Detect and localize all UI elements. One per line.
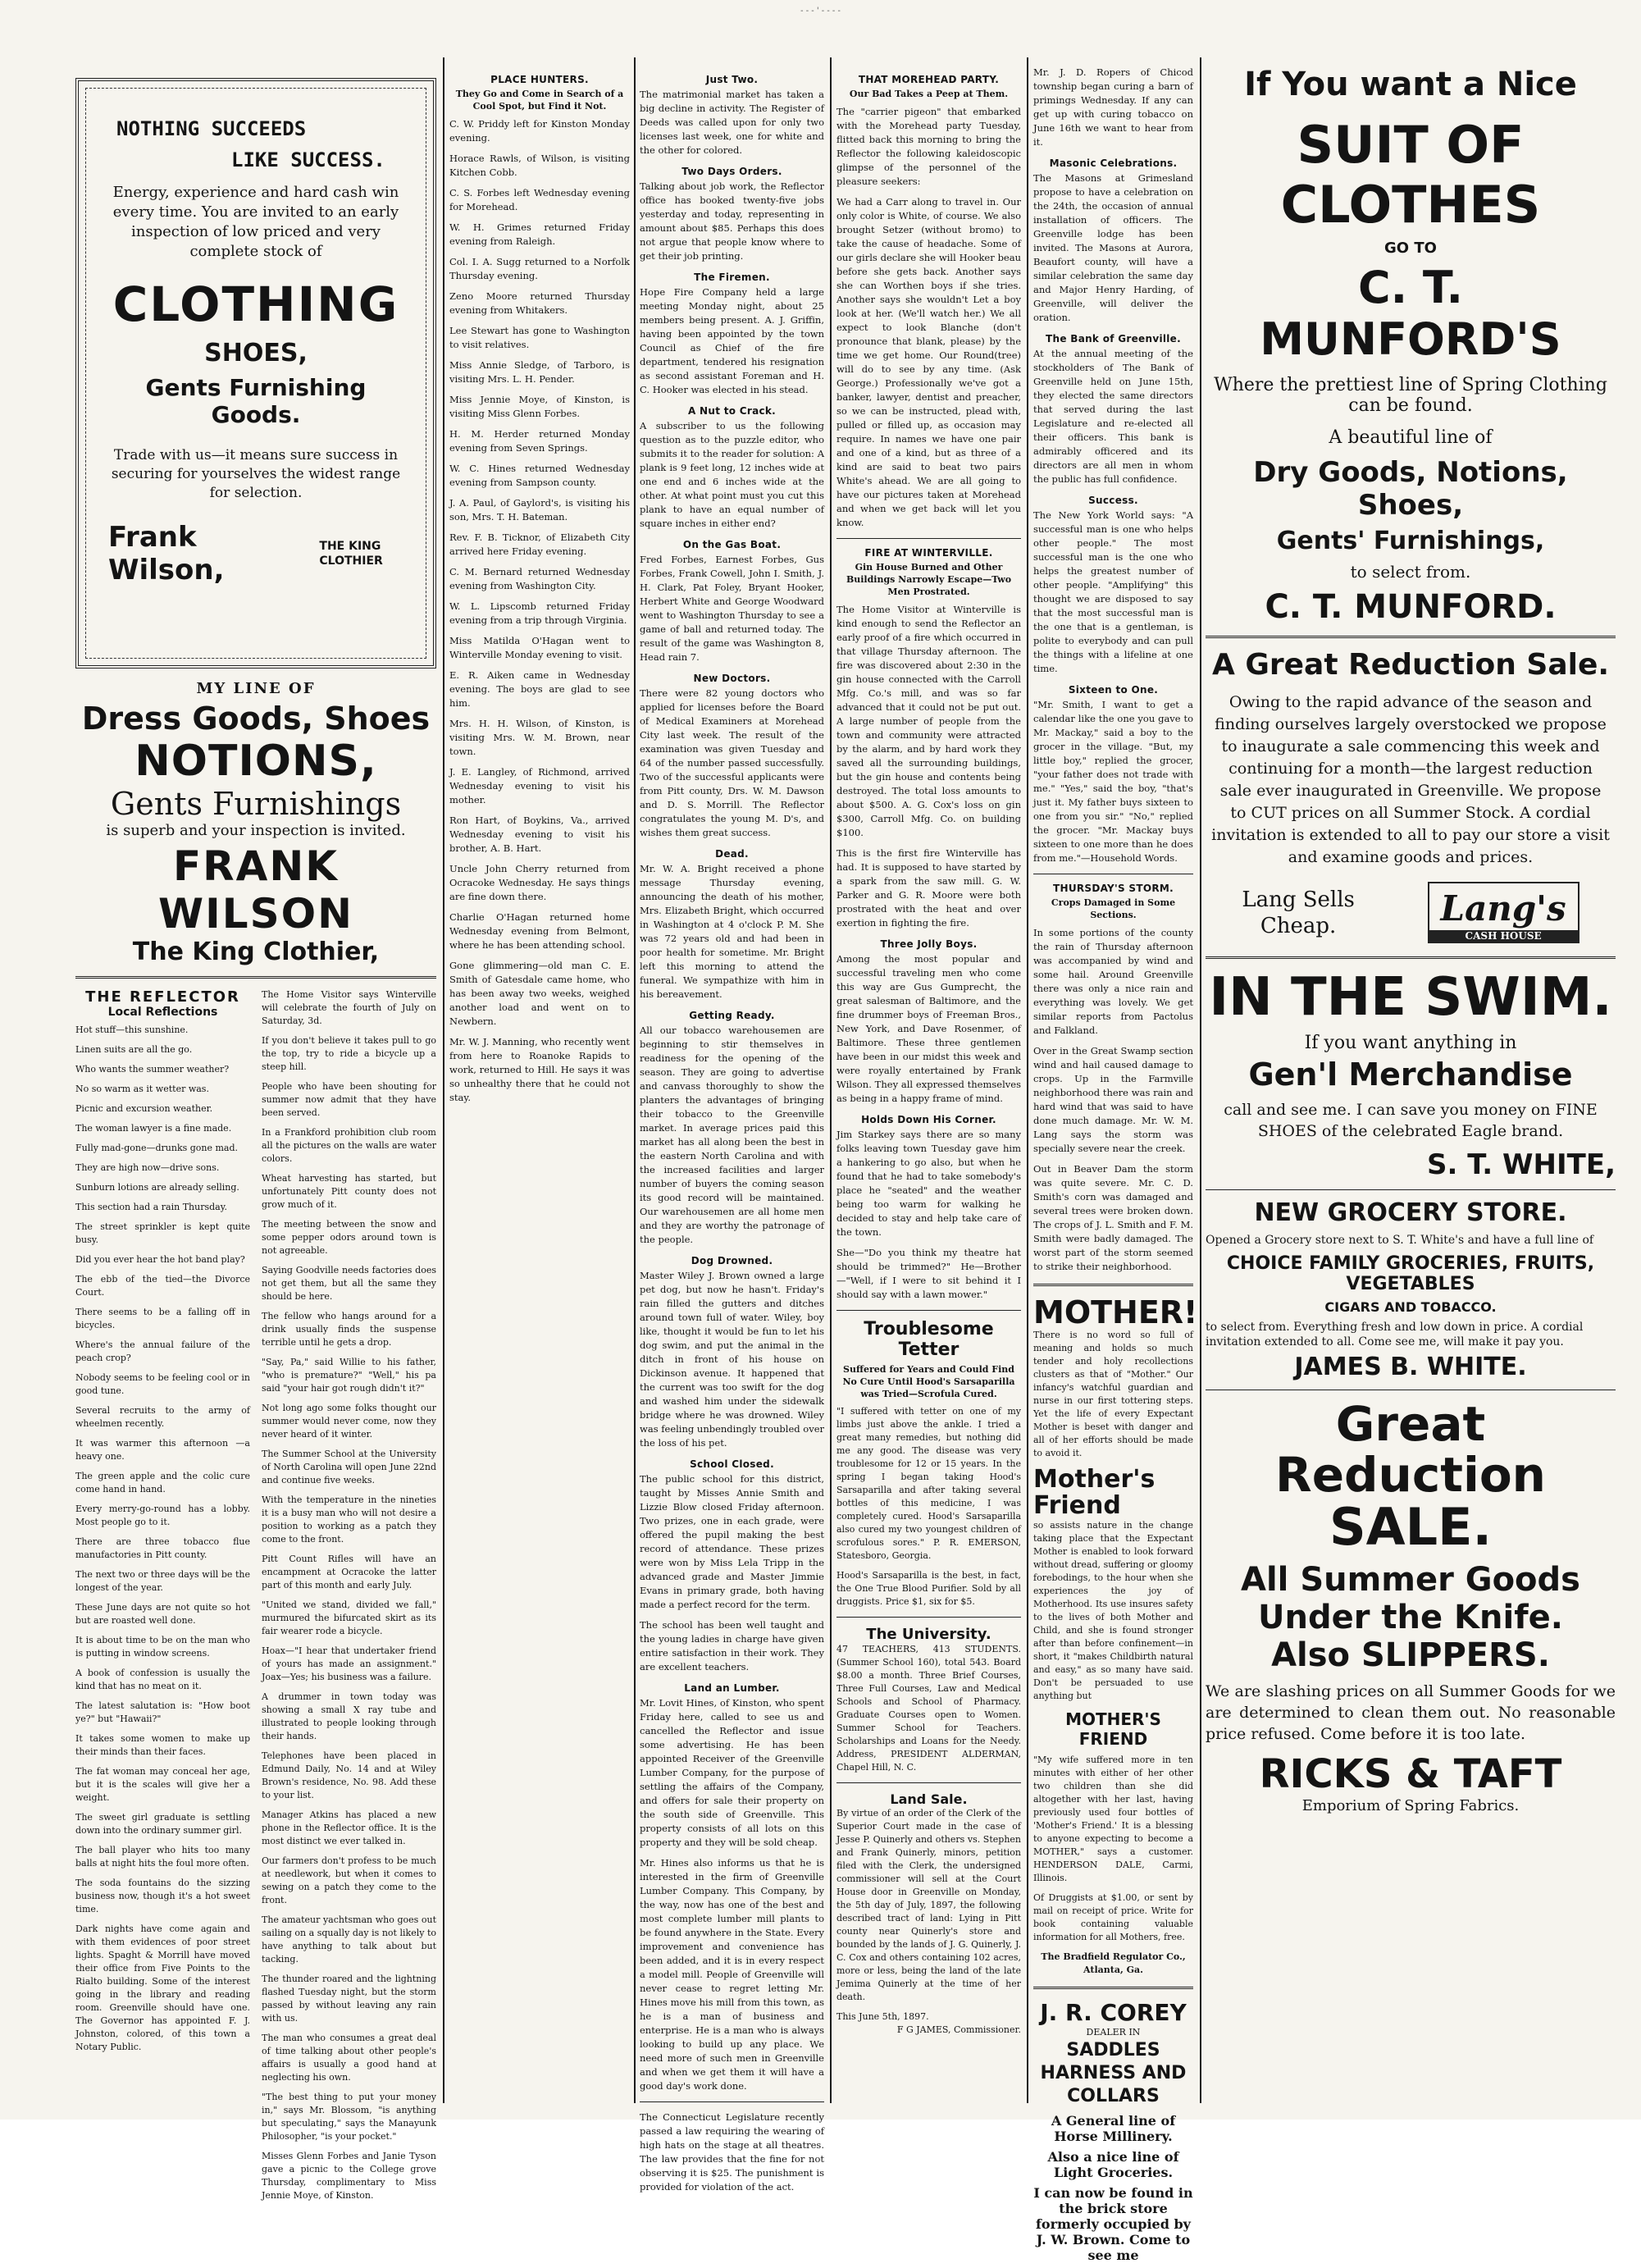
boys-heading: Three Jolly Boys. <box>880 938 978 950</box>
reflection-item: It takes some women to make up their minds than their faces. <box>75 1733 250 1757</box>
ad-headline-nothing: NOTHING SUCCEEDS <box>116 117 307 140</box>
success-body: The New York World says: "A successful man is one who helps other people." The most successful man is the one who helps the greatest number of other people. "Amplifying" this thought we are disposed to say that the most successful man is the one that is a gentleman, is polite to everybody and can pull the things with a lifeline at one time. <box>1033 509 1193 674</box>
reflector-title: THE REFLECTOR <box>85 988 240 1006</box>
personal-item: Mr. W. J. Manning, who recently went from here to Roanoke Rapids to work, returned to Hill. He says it was so unhealthy there that he could not stay. <box>449 1036 630 1103</box>
personal-item: E. R. Aiken came in Wednesday evening. The boys are glad to see him. <box>449 669 630 709</box>
reflection-item: The green apple and the colic cure come hand in hand. <box>75 1471 250 1495</box>
reflection-item: The next two or three days will be the longest of the year. <box>75 1569 250 1593</box>
gas-boat-heading: On the Gas Boat. <box>682 539 782 550</box>
personal-item: C. M. Bernard returned Wednesday evening from Washington City. <box>449 566 630 591</box>
my-line-invite: is superb and your inspection is invited. <box>106 822 406 839</box>
reflection-item: It was warmer this afternoon —a heavy one. <box>75 1438 250 1462</box>
slashing-prices-body: We are slashing prices on all Summer Goods for we are determined to clean them out. No reasonable price refused. Come before it is too late. <box>1206 1682 1616 1743</box>
dead-heading: Dead. <box>715 848 749 860</box>
ad-gents: Gents Furnishing Goods. <box>145 374 367 428</box>
james-white-signature: JAMES B. WHITE. <box>1294 1353 1527 1381</box>
lang-sells: Lang Sells <box>1242 887 1355 912</box>
reflection-item: The fat woman may conceal her age, but it is the scales will give her a weight. <box>75 1766 250 1803</box>
munford-ad-headline: If You want a Nice <box>1244 66 1577 103</box>
langs-cash-house-logo <box>1428 882 1579 943</box>
party-subhead: Our Bad Takes a Peep at Them. <box>849 89 1009 99</box>
reflection-item: Sunburn lotions are already selling. <box>75 1182 239 1193</box>
reflection-item: It is about time to be on the man who is putting in window screens. <box>75 1635 250 1659</box>
local-item: The thunder roared and the lightning flashed Tuesday night, but the storm passed by without leaving any rain with us. <box>262 1974 436 2024</box>
reflection-item: The ball player who hits too many balls at night hits the foul more often. <box>75 1845 250 1869</box>
firemen-body: Hope Fire Company held a large meeting Monday night, about 25 members being present. A. J. Griffin, having been appointed by the town Council as Chief of the fire department, tendered his resignation as second assistant Foreman and H. C. Hooker was elected in his stead. <box>640 286 824 395</box>
fire-subhead: Gin House Burned and Other Buildings Narrowly Escape—Two Men Prostrated. <box>846 562 1012 597</box>
personal-item: H. M. Herder returned Monday evening from Seven Springs. <box>449 428 630 454</box>
storm-body-3: Out in Beaver Dam the storm was quite severe. Mr. C. D. Smith's corn was damaged and several trees were broken down. The crops of J. L. Smith and F. M. Smith were badly damaged. The worst part of the storm seemed to strike their neighborhood. <box>1033 1163 1193 1272</box>
storm-heading: THURSDAY'S STORM. <box>1052 883 1174 894</box>
my-line-king-clothier: The King Clothier, <box>132 938 380 966</box>
munford-suit-of-clothes: SUIT OF CLOTHES <box>1280 115 1541 235</box>
local-item: Saying Goodville needs factories does not get them, but all the same they should be here. <box>262 1265 436 1302</box>
personal-item: Horace Rawls, of Wilson, is visiting Kitchen Cobb. <box>449 153 630 178</box>
dead-body: Mr. W. A. Bright received a phone message Thursday evening, announcing the death of his mother, Mrs. Elizabeth Bright, which occurred in Washington at 4 o'clock P. M. She was 72 years old and had been in poor health for sometime. Mr. Bright left this morning to attend the funeral. We sympathize with him in his bereavement. <box>640 863 824 1000</box>
local-item: "United we stand, divided we fall," murmured the bifurcated skirt as its fair wearer rode a bicycle. <box>262 1599 436 1636</box>
reflection-item: They are high now—drive sons. <box>75 1162 220 1173</box>
personal-item: Col. I. A. Sugg returned to a Norfolk Thursday evening. <box>449 256 630 281</box>
great-reduction-sale: SALE. <box>1329 1497 1493 1557</box>
land-sale-heading: Land Sale. <box>890 1791 968 1807</box>
school-heading: School Closed. <box>690 1458 774 1470</box>
personal-item: Rev. F. B. Ticknor, of Elizabeth City arrived here Friday evening. <box>449 532 630 557</box>
land-sale-body: By virtue of an order of the Clerk of the Superior Court made in the case of Jesse P. Quinerly and others vs. Stephen and Frank Quinerly, minors, petition filed with the Clerk, the undersigned commissioner will sell at the Court House door in Greenville on Monday, the 5th day of July, 1897, the following described tract of land: Lying in Pitt county near Quinerly's store and bounded by the lands of J. G. Quinerly, J. C. Cox and others containing 102 acres, more or less, being the land of the late Jemima Quinerly at the time of her death. <box>836 1808 1021 2002</box>
fire-body-2: This is the first fire Winterville has had. It is supposed to have started by a spark from the saw mill. G. W. Parker and G. R. Moore were both prostrated with the heat and over exertion in fighting the fire. <box>836 847 1021 929</box>
munford-dry-goods: Dry Goods, Notions, Shoes, <box>1253 456 1568 522</box>
my-line-heading: MY LINE OF <box>196 680 316 697</box>
land-sale-date: This June 5th, 1897. <box>836 2011 929 2022</box>
just-two-body: The matrimonial market has taken a big decline in activity. The Register of Deeds was called upon for only two licenses last week, one for white and the other for colored. <box>640 89 824 156</box>
divider <box>836 1310 1021 1311</box>
reflection-item: There are three tobacco flue manufactories in Pitt county. <box>75 1536 250 1560</box>
reflection-item: The latest salutation is: "How boot ye?" but "Hawaii?" <box>75 1700 250 1724</box>
divider <box>640 2101 824 2102</box>
personal-item: W. L. Lipscomb returned Friday evening from a trip through Virginia. <box>449 600 630 626</box>
lumber-heading: Land an Lumber. <box>684 1682 780 1694</box>
divider <box>1206 956 1616 959</box>
divider <box>836 1617 1021 1618</box>
reflection-item: The soda fountains do the sizzing business now, though it's a hot sweet time. <box>75 1878 250 1914</box>
personal-item: Miss Jennie Moye, of Kinston, is visiting Miss Glenn Forbes. <box>449 394 630 419</box>
fire-heading: FIRE AT WINTERVILLE. <box>864 547 993 559</box>
personal-item: Miss Annie Sledge, of Tarboro, is visiting Mrs. L. H. Pender. <box>449 359 630 385</box>
munford-go-to: GO TO <box>1384 240 1437 257</box>
local-item: In a Frankford prohibition club room all the pictures on the walls are water colors. <box>262 1127 436 1164</box>
personal-item: Charlie O'Hagan returned home Wednesday evening from Belmont, where he has been attending school. <box>449 911 630 951</box>
doctors-heading: New Doctors. <box>693 673 771 684</box>
local-items-list <box>262 988 436 2209</box>
personal-item: J. A. Paul, of Gaylord's, is visiting his son, Mrs. T. H. Bateman. <box>449 497 630 523</box>
mothers-friend-note: so assists nature in the change taking place that the Expectant Mother is enabled to look forward without dread, suffering or gloomy forebodings, to the hour when she experiences the joy of Motherhood. Its use insures safety to the lives of both Mother and Child, and she is found stronger after than before confinement—in short, it "makes Childbirth natural and easy," as so many have said. Don't be persuaded to use anything but <box>1033 1520 1193 1701</box>
divider <box>1206 1189 1616 1190</box>
place-hunters-list <box>449 117 630 1105</box>
column-3 <box>640 66 824 2201</box>
great-reduction-heading: Great Reduction <box>1275 1396 1546 1503</box>
my-line-notions: NOTIONS, <box>134 737 377 786</box>
local-item: Hoax—"I hear that undertaker friend of yours has made an assignment." Joax—Yes; his business was a failure. <box>262 1645 436 1682</box>
dog-heading: Dog Drowned. <box>691 1255 773 1266</box>
new-grocery-opened: Opened a Grocery store next to S. T. White's and have a full line of <box>1206 1234 1594 1247</box>
munford-signature: C. T. MUNFORD. <box>1265 588 1557 626</box>
ricks-taft-emporium: Emporium of Spring Fabrics. <box>1301 1797 1520 1814</box>
local-reflections-heading: Local Reflections <box>107 1006 218 1019</box>
personal-item: Uncle John Cherry returned from Ocracoke Wednesday. He says things are fine down there. <box>449 863 630 902</box>
ready-heading: Getting Ready. <box>689 1010 775 1021</box>
local-item: The Summer School at the University of North Carolina will open June 22nd and continue five weeks. <box>262 1449 436 1485</box>
corner-body-2: She—"Do you think my theatre hat should be trimmed?" He—Brother—"Well, if I were to sit behind it I should say with a lawn mower." <box>836 1247 1021 1300</box>
reflection-item: Nobody seems to be feeling cool or in good tune. <box>75 1372 250 1396</box>
party-body: The "carrier pigeon" that embarked with the Morehead party Tuesday, flitted back this morning to bring the Reflector the following kaleidoscopic glimpse of the personnel of the pleasure seekers: <box>836 106 1021 187</box>
storm-subhead: Crops Damaged in Some Sections. <box>1051 897 1176 920</box>
ready-body: All our tobacco warehousemen are beginning to stir themselves in readiness for the opening of the season. They are going to advertise and canvass thoroughly to show the planters the advantages of bringing their tobacco to the Greenville market. In average prices paid this market has all along been the best in the eastern North Carolina and with the increased facilities and larger number of buyers the coming season its good record will be maintained. Our warehousemen are all home men and they are worthy the patronage of the people. <box>640 1024 824 1245</box>
reflection-item: The sweet girl graduate is settling down into the ordinary summer girl. <box>75 1812 250 1836</box>
column-rule <box>1027 57 1028 2103</box>
reduction-sale-body: Owing to the rapid advance of the season and finding ourselves largely overstocked we propose to inaugurate a sale commencing this week and continuing for a month—the largest reduction sale ever inaugurated in Greenville. We propose to CUT prices on all Summer Stock. A cordial invitation is extended to all to pay our store a visit and examine goods and prices. <box>1211 693 1610 866</box>
personal-item: Gone glimmering—old man C. E. Smith of Gatesdale came home, who has been away two weeks, weighed another load and went on to Newbern. <box>449 960 630 1027</box>
ad-name: Frank Wilson, <box>108 521 225 586</box>
corner-body: Jim Starkey says there are so many folks leaving town Tuesday gave him a hankering to go also, but when he found that he had to take somebody's place he "seated" and the weather being too warm for walking he decided to stay and help take care of the town. <box>836 1129 1021 1238</box>
reflection-item: This section had a rain Thursday. <box>75 1202 227 1212</box>
divider <box>1206 636 1616 638</box>
divider <box>1033 1987 1193 1989</box>
divider <box>836 538 1021 539</box>
just-two-heading: Just Two. <box>705 74 759 85</box>
reflection-item: Who wants the summer weather? <box>75 1064 230 1075</box>
school-body-2: The school has been well taught and the young ladies in charge have given entire satisfaction in their work. They are excellent teachers. <box>640 1619 824 1672</box>
munford-prettiest-line: Where the prettiest line of Spring Clothing can be found. <box>1214 375 1607 416</box>
corner-heading: Holds Down His Corner. <box>861 1114 996 1125</box>
personal-item: Zeno Moore returned Thursday evening from Whitakers. <box>449 290 630 316</box>
local-item: Manager Atkins has placed a new phone in the Reflector office. It is the most distinct we ever talked in. <box>262 1809 436 1846</box>
reflection-item: Every merry-go-round has a lobby. Most people go to it. <box>75 1504 250 1527</box>
personal-item: J. E. Langley, of Richmond, arrived Wednesday evening to visit his mother. <box>449 766 630 805</box>
orders-heading: Two Days Orders. <box>681 166 782 177</box>
local-item: Our farmers don't profess to be much at needlework, but when it comes to sewing on a patch they come to the front. <box>262 1855 436 1905</box>
st-white-signature: S. T. WHITE, <box>1427 1148 1616 1181</box>
reduction-sale-heading: A Great Reduction Sale. <box>1211 648 1610 682</box>
personal-item: W. H. Grimes returned Friday evening from Raleigh. <box>449 221 630 247</box>
local-item: Telephones have been placed in Edmund Daily, No. 14 and at Wiley Brown's residence, No. 98. Add these to your list. <box>262 1750 436 1800</box>
reflection-item: These June days are not quite so hot but are roasted well done. <box>75 1602 250 1626</box>
corey-saddles: SADDLES HARNESS AND COLLARS <box>1040 2040 1187 2106</box>
bank-body: At the annual meeting of the stockholders of The Bank of Greenville held on June 15th, they elected the same directors that served during the last Legislature and re-elected all their officers. This bank is admirably officered and its directors are all men in whom the public has full confidence. <box>1033 348 1193 485</box>
ad-clothing: CLOTHING <box>112 276 399 332</box>
local-item: Misses Glenn Forbes and Janie Tyson gave a picnic to the College grove Thursday, complimentary to Miss Jennie Moye, of Kinston. <box>262 2151 436 2201</box>
local-item: "Say, Pa," said Willie to his father, "who is premature?" "Well," his pa said "your hair got rough didn't it?" <box>262 1357 436 1394</box>
cash-house-label: CASH HOUSE <box>1429 930 1578 942</box>
ornamental-border <box>85 88 426 659</box>
local-item: The man who consumes a great deal of time talking about other people's affairs is usually a good hand at neglecting his own. <box>262 2033 436 2083</box>
column-rule <box>443 57 444 2103</box>
mothers-friend-heading-2: MOTHER'S FRIEND <box>1065 1709 1161 1749</box>
local-item: With the temperature in the nineties it is a busy man who will not desire a position to working as a patch they come to the front. <box>262 1495 436 1545</box>
tetter-subhead: Suffered for Years and Could Find No Cure Until Hood's Sarsaparilla was Tried—Scrofula Cured. <box>842 1364 1015 1399</box>
place-hunters-heading: PLACE HUNTERS. <box>490 74 589 85</box>
reflection-item: No so warm as it wetter was. <box>75 1084 209 1094</box>
party-heading: THAT MOREHEAD PARTY. <box>858 74 1000 85</box>
munford-to-select: to select from. <box>1350 562 1471 582</box>
sixteen-heading: Sixteen to One. <box>1068 684 1159 696</box>
lang-cheap: Cheap. <box>1260 913 1337 938</box>
gas-boat-body: Fred Forbes, Earnest Forbes, Gus Forbes, Frank Cowell, John I. Smith, J. H. Clark, Pat Foley, Bryant Hooker, Herbert White and George Woodward went to Washington Thursday to see a game of ball and returned today. The result of the game was Washington 8, Head rain 7. <box>640 554 824 663</box>
local-item: Pitt Count Rifles will have an encampment at Ocracoke the latter part of this month and early July. <box>262 1554 436 1590</box>
tetter-body: "I suffered with tetter on one of my limbs just above the ankle. I tried a great many remedies, but nothing did me any good. The disease was very troublesome for 12 or 15 years. In the spring I began taking Hood's Sarsaparilla and after taking several bottles of this medicine, I was completely cured. Hood's Sarsaparilla also cured my two youngest children of scrofulous sores." P. R. EMERSON, Statesboro, Georgia. <box>836 1406 1021 1561</box>
local-item: People who have been shouting for summer now admit that they have been served. <box>262 1081 436 1118</box>
mothers-friend-company: The Bradfield Regulator Co., Atlanta, Ga. <box>1041 1951 1186 1975</box>
tobacco-curing-note: Mr. J. D. Ropers of Chicod township began curing a barn of primings Wednesday. If any can get up with curing tobacco on June 16th we want to hear from it. <box>1033 66 1193 148</box>
school-body: The public school for this district, taught by Misses Annie Smith and Lizzie Blow closed Friday afternoon. Two prizes, one in each grade, were offered the pupil making the best record of attendance. These prizes were won by Miss Lela Tripp in the advanced grade and Master Jimmie Evans in primary grade, both having made a perfect record for the term. <box>640 1473 824 1610</box>
bank-heading: The Bank of Greenville. <box>1046 333 1181 345</box>
tetter-heading: Troublesome Tetter <box>864 1319 994 1360</box>
boys-body: Among the most popular and successful traveling men who come this way are Gus Gumprecht, the great salesman of Baltimore, and the fine drummer boys of Freeman Bros., New York, and Dave Rosenmer, of Baltimore. These three gentlemen have been in our midst this week and were royally entertained by Frank Wilson. They all expressed themselves as being in a happy frame of mind. <box>836 953 1021 1104</box>
new-grocery-cigars: CIGARS AND TOBACCO. <box>1324 1299 1497 1315</box>
munford-name: C. T. MUNFORD'S <box>1260 262 1561 365</box>
my-line-frank-wilson: FRANK WILSON <box>158 842 353 938</box>
local-reflections-more: Dark nights have come again and with them evidences of poor street lights. Spaght & Morrill have moved their office from Five Points to the Rialto building. Some of the interest going in the library and reading room. Greenville should have one. The Governor has appointed F. J. Johnston, colored, of this town a Notary Public. <box>75 1923 250 2052</box>
masonic-heading: Masonic Celebrations. <box>1049 157 1178 169</box>
under-the-knife: Under the Knife. <box>1258 1599 1563 1636</box>
all-summer-goods: All Summer Goods <box>1241 1561 1580 1599</box>
personal-item: C. S. Forbes left Wednesday evening for Morehead. <box>449 187 630 212</box>
university-body: 47 TEACHERS, 413 STUDENTS. (Summer School 160), total 543. Board $8.00 a month. Three Brief Courses, Three Full Courses, Law and Medical Schools and School of Pharmacy. Graduate Courses open to Women. Summer School for Teachers. Scholarships and Loans for the Needy. Address, PRESIDENT ALDERMAN, Chapel Hill, N. C. <box>836 1644 1021 1773</box>
mother-note: There is no word so full of meaning and holds so much tender and holy recollections clusters as that of "Mother." Our infancy's watchful guardian and nurse in our first tottering steps. Yet the life of every Expectant Mother is beset with danger and all of her efforts should be made to avoid it. <box>1033 1330 1193 1458</box>
column-1 <box>75 66 436 2209</box>
local-item: Not long ago some folks thought our summer would never come, now they never heard of it winter. <box>262 1403 436 1440</box>
ricks-taft-signature: RICKS & TAFT <box>1259 1751 1562 1797</box>
local-item: The Home Visitor says Winterville will celebrate the fourth of July on Saturday, 3d. <box>262 989 436 1026</box>
nut-heading: A Nut to Crack. <box>687 405 777 417</box>
reflection-item: Linen suits are all the go. <box>75 1044 193 1055</box>
dog-body: Master Wiley J. Brown owned a large pet dog, but now he hasn't. Friday's rain filled the gutters and ditches around town full of water. Wiley, boy like, thought it would be fun to let his dog swim, and put the animal in the ditch in front of his house on Dickinson avenue. It happened that the current was too swift for the dog and washed him under the sidewalk bridge where he was drowned. Wiley was feeling unbendingly troubled over the loss of his pet. <box>640 1270 824 1449</box>
reflection-item: Picnic and excursion weather. <box>75 1103 213 1114</box>
mothers-friend-price: Of Druggists at $1.00, or sent by mail on receipt of price. Write for book containing valuable information for all Mothers, free. <box>1033 1892 1193 1942</box>
munford-beautiful-line: A beautiful line of <box>1329 427 1493 448</box>
new-grocery-heading: NEW GROCERY STORE. <box>1254 1198 1567 1227</box>
storm-body: In some portions of the county the rain of Thursday afternoon was accompanied by wind and some hail. Around Greenville there was only a nice rain and everything was lovely. We get similar reports from Pactolus and Falkland. <box>1033 927 1193 1036</box>
reflection-item: Fully mad-gone—drunks gone mad. <box>75 1143 239 1153</box>
personal-item: Ron Hart, of Boykins, Va., arrived Wednesday evening to visit his brother, A. B. Hart. <box>449 815 630 854</box>
orders-body: Talking about job work, the Reflector office has booked twenty-five jobs yesterday and today, representing in amount about $85. Perhaps this does not argue that people know where to get their job printing. <box>640 180 824 262</box>
place-hunters-subhead: They Go and Come in Search of a Cool Spot, but Find it Not. <box>455 89 624 112</box>
reflection-item: There seems to be a falling off in bicycles. <box>75 1307 250 1330</box>
sixteen-body: "Mr. Smith, I want to get a calendar like the one you gave to Mr. Mackay," said a boy to the grocer in the village. "But, my little boy," replied the grocer, "your father does not trade with me." "Yes," said the boy, "that's just it. My father buys sixteen to one from you sir." "No," replied the grocer. "Mr. Mackay buys sixteen to one more than he does from me."—Household Words. <box>1033 699 1193 864</box>
also-slippers: Also SLIPPERS. <box>1271 1636 1550 1674</box>
local-item: The meeting between the snow and some pepper odors around town is not agreeable. <box>262 1219 436 1256</box>
corey-millinery: A General line of Horse Millinery. <box>1051 2113 1176 2144</box>
local-item: "The best thing to put your money in," says Mr. Blossom, "is anything but speculating," says the Manayunk Philosopher, "is your pocket." <box>262 2092 436 2142</box>
storm-body-2: Over in the Great Swamp section wind and hail caused damage to crops. Up in the Farmville neighborhood there was rain and hard wind that was said to have done much damage. Mr. W. M. Lang says the storm was specially severe near the creek. <box>1033 1045 1193 1154</box>
corey-groceries: Also a nice line of Light Groceries. <box>1047 2149 1179 2180</box>
column-rule <box>830 57 832 2103</box>
local-item: A drummer in town today was showing a small X ray tube and illustrated to people looking through their hands. <box>262 1691 436 1741</box>
personal-item: Miss Matilda O'Hagan went to Winterville Monday evening to visit. <box>449 635 630 660</box>
swim-merchandise: Gen'l Merchandise <box>1248 1056 1573 1093</box>
reflection-item: The woman lawyer is a fine made. <box>75 1123 232 1134</box>
column-5 <box>1033 66 1198 2268</box>
mothers-friend-heading: Mother's Friend <box>1033 1465 1156 1520</box>
corey-heading: J. R. COREY <box>1040 1999 1187 2026</box>
reflection-item: Several recruits to the army of wheelmen recently. <box>75 1405 250 1429</box>
my-line-gents: Gents Furnishings <box>110 786 402 822</box>
doctors-body: There were 82 young doctors who applied for licenses before the Board of Medical Examiners at Morehead City last week. The result of the examination was given Tuesday and 64 of the number passed successfully. Two of the successful applicants were from Pitt county, Drs. W. M. Dawson and D. S. Morrill. The Reflector congratulates the young M. D's, and wishes them great success. <box>640 687 824 838</box>
lumber-body-2: Mr. Hines also informs us that he is interested in the firm of Greenville Lumber Company. This Company, by the way, now has one of the best and most complete lumber mill plants to be found anywhere in the State. Every improvement and convenience has been added, and it is in every respect a model mill. People of Greenville will never cease to regret letting Mr. Hines move his mill from this town, as he is a man of business and enterprise. He is a man who is always looking to build up any place. We need more of such men in Greenville and when we get them it will have a good day's work done. <box>640 1857 824 2092</box>
new-grocery-body: to select from. Everything fresh and low down in price. A cordial invitation extended to all. Come see me, will make it pay you. <box>1206 1321 1584 1348</box>
divider <box>75 976 436 979</box>
personal-item: Mrs. H. H. Wilson, of Kinston, is visiting Mrs. W. M. Brown, near town. <box>449 718 630 757</box>
reflection-item: Where's the annual failure of the peach crop? <box>75 1339 250 1363</box>
personal-item: Lee Stewart has gone to Washington to visit relatives. <box>449 325 630 350</box>
reflection-item: The ebb of the tied—the Divorce Court. <box>75 1274 250 1298</box>
masthead-fragment: - - - ' - - - - <box>800 7 841 16</box>
fire-body: The Home Visitor at Winterville is kind enough to send the Reflector an early proof of a fire which occurred in that village Thursday afternoon. The fire was discovered about 2:30 in the gin house connected with the Carroll Mfg. Co.'s mill, and was so far advanced that it could not be put out. A large number of people from the town and community were attracted by the alarm, and by hard work they saved all the surrounding buildings, but the gin house and contents being destroyed. The total loss amounts to about $500. A. G. Cox's loss on gin $300, Carroll Mfg. Co. on building $100. <box>836 604 1021 838</box>
column-6 <box>1206 66 1616 1814</box>
nut-body: A subscriber to us the following question as to the puzzle editor, who submits it to the reader for solution: A plank is 9 feet long, 12 inches wide at one end and 6 inches wide at the other. At what point must you cut this plank to have an equal number of square inches in either end? <box>640 420 824 529</box>
local-item: If you don't believe it takes pull to go the top, try to ride a bicycle up a steep hill. <box>262 1035 436 1072</box>
my-line-dress-goods: Dress Goods, Shoes <box>81 700 431 737</box>
connecticut-body: The Connecticut Legislature recently passed a law requiring the wearing of high hats on the stage at all theatres. The law provides that the fine for not observing it is $25. The punishment is provided for violation of the act. <box>640 2111 824 2193</box>
local-item: The amateur yachtsman who goes out sailing on a squally day is not likely to have anything to talk about but tacking. <box>262 1914 436 1965</box>
success-heading: Success. <box>1088 495 1138 506</box>
munford-gents: Gents' Furnishings, <box>1276 527 1545 555</box>
column-2 <box>449 66 630 1111</box>
party-body-2: We had a Carr along to travel in. Our only color is White, of course. We also brought Setzer (without bromo) to take the cause of headache. Some of our girls declare she will Hooker beau before she gets back. Another says she can Worthen boys if she tries. Another says she wouldn't Let a boy look at her. (We'll watch her.) We all expect to look Blanche (don't pronounce that blank, please) by the time we get home. Our Round(tree) will do to see by any time. (Ask George.) Professionally we've got a banker, lawyer, dentist and preacher, so we can be instructed, plead with, pulled or filled up, as occasion may require. In names we have one pair and one of a kind, but as three of a kind are said to beat two pairs White's ahead. We are all going to have our pictures taken at Morehead and when we get back will let you know. <box>836 196 1021 528</box>
ad-headline-like: LIKE SUCCESS. <box>231 148 385 171</box>
tetter-body-2: Hood's Sarsaparilla is the best, in fact, the One True Blood Purifier. Sold by all druggists. Price $1, six for $5. <box>836 1570 1021 1607</box>
frank-wilson-clothing-ad <box>75 78 436 669</box>
swim-anything: If you want anything in <box>1304 1033 1517 1053</box>
local-item: Wheat harvesting has started, but unfortunately Pitt county does not grow much of it. <box>262 1173 436 1210</box>
column-rule <box>1200 57 1201 2103</box>
column-4 <box>836 66 1021 2037</box>
local-item: The fellow who hangs around for a drink usually finds the suspense terrible until he gets a drop. <box>262 1311 436 1348</box>
local-reflections-list <box>75 1024 250 1916</box>
new-grocery-items: CHOICE FAMILY GROCERIES, FRUITS, VEGETABLES <box>1226 1253 1595 1294</box>
land-sale-signature: F G JAMES, Commissioner. <box>896 2024 1021 2035</box>
masonic-body: The Masons at Grimesland propose to have a celebration on the 24th, the occasion of annual installation of officers. The Greenville lodge has been invited. The Masons at Aurora, Beaufort county, will have a similar celebration the same day and Major Henry Harding, of Greenville, will deliver the oration. <box>1033 172 1193 323</box>
divider <box>1033 1284 1193 1286</box>
reflection-item: Did you ever hear the hot band play? <box>75 1254 245 1265</box>
firemen-heading: The Firemen. <box>694 272 770 283</box>
reflection-item: Hot stuff—this sunshine. <box>75 1024 189 1035</box>
column-rule <box>634 57 636 2103</box>
ad-intro: Energy, experience and hard cash win every time. You are invited to an early inspection of low priced and very complete stock of <box>112 184 399 260</box>
personal-item: C. W. Priddy left for Kinston Monday evening. <box>449 118 630 144</box>
in-the-swim-heading: IN THE SWIM. <box>1209 967 1612 1028</box>
lumber-body: Mr. Lovit Hines, of Kinston, who spent Friday here, called to see us and cancelled the Reflector and issue some advertising. He has been appointed Receiver of the Greenville Lumber Company, for the purpose of settling the affairs of the Company, and offers for sale their property on the south side of Greenville. This property consists of all lots on this property and they will be sold cheap. <box>640 1697 824 1848</box>
university-heading: The University. <box>866 1626 991 1643</box>
ad-shoes: SHOES, <box>204 339 308 367</box>
corey-location: I can now be found in the brick store formerly occupied by J. W. Brown. Come to see me <box>1033 2185 1193 2263</box>
divider <box>836 1782 1021 1783</box>
mothers-friend-testimonial: "My wife suffered more in ten minutes with either of her other two children than she did altogether with her last, having previously used four bottles of 'Mother's Friend.' It is a blessing to anyone expecting to become a MOTHER," says a customer. HENDERSON DALE, Carmi, Illinois. <box>1033 1755 1193 1883</box>
swim-body: call and see me. I can save you money on FINE SHOES of the celebrated Eagle brand. <box>1224 1101 1598 1140</box>
ad-trade: Trade with us—it means sure success in securing for yourselves the widest range for selection. <box>111 447 401 501</box>
ad-king-clothier: THE KING CLOTHIER <box>319 540 383 568</box>
langs-logo-text: Lang's <box>1440 888 1566 929</box>
corey-dealer: DEALER IN <box>1086 2027 1141 2038</box>
reflection-item: A book of confession is usually the kind that has no meat on it. <box>75 1668 250 1691</box>
reflection-item: The street sprinkler is kept quite busy. <box>75 1221 250 1245</box>
personal-item: W. C. Hines returned Wednesday evening from Sampson county. <box>449 463 630 488</box>
mother-heading: MOTHER! <box>1033 1294 1198 1330</box>
